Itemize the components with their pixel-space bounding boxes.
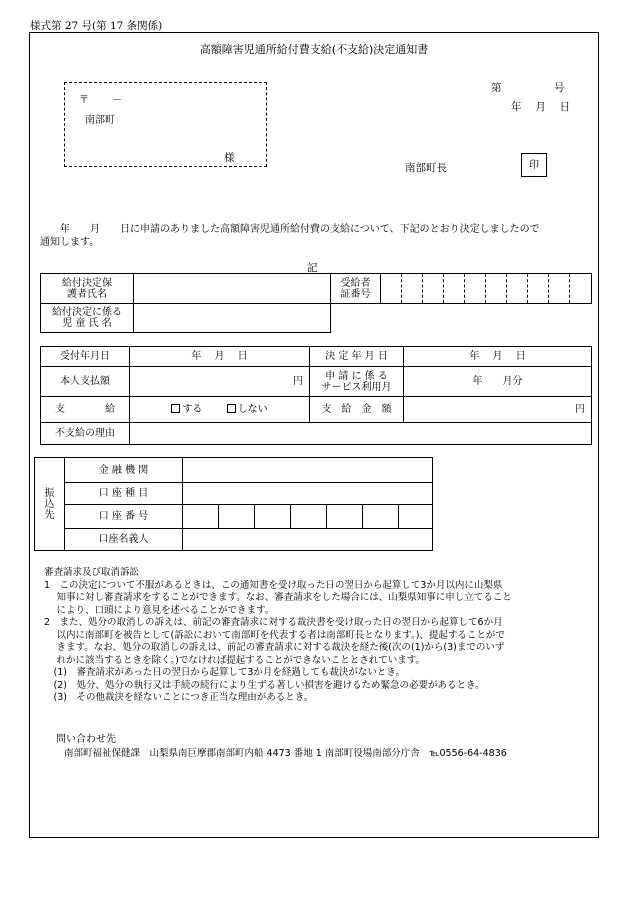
addressee-honorific: 様 <box>224 152 235 164</box>
recipient-id-digit[interactable] <box>507 274 528 304</box>
institution-label: 金 融 機 関 <box>65 458 183 483</box>
recipient-id-digit[interactable] <box>423 274 444 304</box>
institution-field[interactable] <box>183 458 433 483</box>
account-number-digit[interactable] <box>183 505 219 529</box>
account-type-label: 口 座 種 目 <box>65 483 183 505</box>
received-date-value[interactable]: 年 月 日 <box>130 347 310 367</box>
decision-table <box>40 346 592 445</box>
official-seal: 印 <box>521 153 547 177</box>
transfer-side-label: 振 込 先 <box>35 458 65 551</box>
notes-line: 2 また、処分の取消しの訴えは、前記の審査請求に対する裁決書を受け取った日の翌日から起算して6か月 <box>44 617 503 628</box>
form-number: 様式第 27 号(第 17 条関係) <box>30 20 163 32</box>
contact-heading: 問い合わせ先 <box>56 734 116 745</box>
issuer-name: 南部町長 <box>405 162 447 174</box>
self-pay-value[interactable] <box>130 367 310 397</box>
notes-line: 以内に南部町を被告として(訴訟において南部町を代表する者は南部町長となります。)、提起することがで <box>44 629 505 641</box>
checkbox-icon <box>227 404 236 413</box>
address-box <box>64 82 267 167</box>
account-number-digit[interactable] <box>219 505 255 529</box>
notes-line: きます。なお、処分の取消しの訴えは、前記の審査請求に対する裁決を経た後(次の(1)から(3)までのいず <box>44 642 505 653</box>
payment-yes-checkbox[interactable]: する <box>171 404 202 415</box>
payment-label: 支 給 <box>41 397 130 423</box>
amount-label: 支 給 金 額 <box>310 397 404 423</box>
postal-mark: 〒 － <box>79 95 123 106</box>
recipient-id-digit[interactable] <box>402 274 423 304</box>
decision-date-label: 決 定 年 月 日 <box>310 347 404 367</box>
guardian-table <box>40 273 592 333</box>
document-number: 第 号 <box>491 82 565 94</box>
notes-line: (1) 審査請求があった日の翌日から起算して3か月を経過しても裁決がないとき。 <box>44 667 406 678</box>
notes-line: 知事に対し審査請求をすることができます。なお、審査請求をした場合には、山梨県知事に申し立てること <box>44 592 512 603</box>
holder-label: 口座名義人 <box>65 529 183 551</box>
recipient-id-digit[interactable] <box>570 274 592 304</box>
holder-field[interactable] <box>183 529 433 551</box>
notes-line: れかに該当するときを除く。)でなければ提起することができないこととされています。 <box>44 654 426 666</box>
account-number-digit[interactable] <box>255 505 291 529</box>
notes-line: 1 この決定について不服があるときは、この通知書を受け取った日の翌日から起算して3か月以内に山梨県 <box>44 579 503 591</box>
child-name-field[interactable] <box>134 304 331 333</box>
service-month-label: 申 請 に 係 る サービス利用月 <box>310 367 404 397</box>
account-number-digit[interactable] <box>363 505 399 529</box>
amount-value[interactable] <box>404 397 592 423</box>
recipient-id-digit[interactable] <box>381 274 402 304</box>
guardian-name-field[interactable] <box>134 274 331 304</box>
notes-line: (2) 処分、処分の執行又は手続の続行により生ずる著しい損害を避けるため緊急の必要があるとき。 <box>44 679 485 691</box>
reason-field[interactable] <box>130 423 592 445</box>
contact-detail: 南部町福祉保健課 山梨県南巨摩郡南部町内船 4473 番地 1 南部町役場南部分庁舎 ℡0556-64-4836 <box>64 748 507 759</box>
reason-label: 不支給の理由 <box>41 423 130 445</box>
account-number-digit[interactable] <box>399 505 433 529</box>
appeal-notes <box>44 567 512 705</box>
guardian-name-label: 給付決定保 護者氏名 <box>41 274 134 304</box>
recipient-id-digit[interactable] <box>528 274 549 304</box>
recipient-id-digit[interactable] <box>465 274 486 304</box>
self-pay-label: 本人支払額 <box>41 367 130 397</box>
notes-heading: 審査請求及び取消訴訟 <box>44 567 140 578</box>
recipient-id-digit[interactable] <box>549 274 570 304</box>
payment-choice <box>130 397 310 423</box>
body-line-2: 通知します。 <box>40 237 100 248</box>
self-pay-unit: 円 <box>293 376 303 387</box>
received-date-label: 受付年月日 <box>41 347 130 367</box>
account-number-label: 口 座 番 号 <box>65 505 183 529</box>
bank-table <box>34 457 433 551</box>
checkbox-icon <box>171 404 180 413</box>
issue-date: 年 月 日 <box>511 101 571 113</box>
account-type-field[interactable] <box>183 483 433 505</box>
recipient-id-digit[interactable] <box>444 274 465 304</box>
decision-date-value[interactable]: 年 月 日 <box>404 347 592 367</box>
child-name-label: 給付決定に係る 児 童 氏 名 <box>41 304 134 333</box>
account-number-digit[interactable] <box>327 505 363 529</box>
notes-line: により、口頭により意見を述べることができます。 <box>44 604 275 616</box>
document-title: 高額障害児通所給付費支給(不支給)決定通知書 <box>199 43 429 56</box>
notes-line: (3) その他裁決を経ないことにつき正当な理由があるとき。 <box>44 692 314 703</box>
service-month-value[interactable]: 年 月分 <box>404 367 592 397</box>
ki-heading: 記 <box>307 262 318 274</box>
amount-unit: 円 <box>575 404 585 415</box>
address-town: 南部町 <box>85 115 115 126</box>
recipient-id-label: 受給者 証番号 <box>331 274 381 304</box>
body-line-1: 年 月 日に申請のありました高額障害児通所給付費の支給について、下記のとおり決定しましたので <box>40 224 540 235</box>
payment-no-checkbox[interactable]: しない <box>227 404 268 415</box>
recipient-id-digit[interactable] <box>486 274 507 304</box>
account-number-digit[interactable] <box>291 505 327 529</box>
